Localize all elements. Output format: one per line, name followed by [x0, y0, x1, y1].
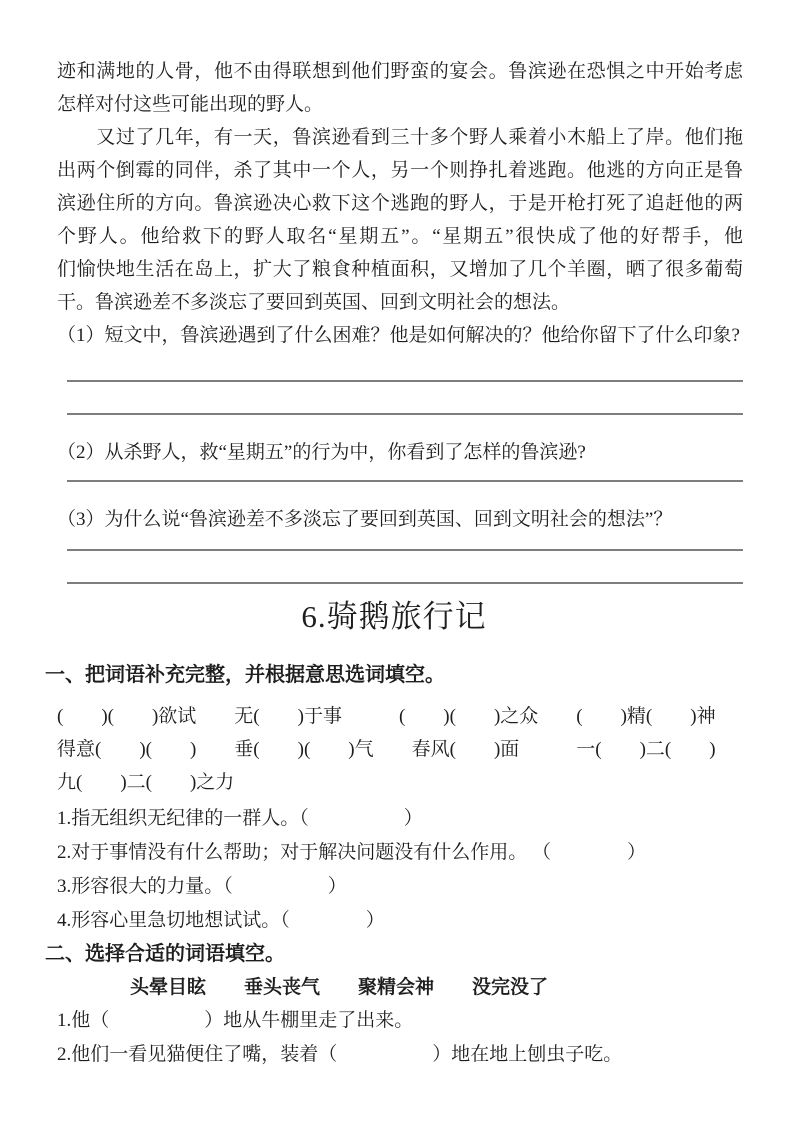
definition-item: 4.形容心里急切地想试试。（ ） — [57, 910, 385, 931]
passage-line: 干。鲁滨逊差不多淡忘了要回到英国、回到文明社会的想法。 — [57, 292, 571, 313]
answer-line — [67, 582, 743, 584]
word-bank: 头晕目眩 垂头丧气 聚精会神 没完没了 — [130, 977, 549, 998]
passage-line: 迹和满地的人骨，他不由得联想到他们野蛮的宴会。鲁滨逊在恐惧之中开始考虑 — [57, 61, 743, 82]
passage-line: 出两个倒霉的同伴，杀了其中一个人，另一个则挣扎着逃跑。他逃的方向正是鲁 — [57, 160, 743, 181]
passage-line: 又过了几年，有一天，鲁滨逊看到三十多个野人乘着小木船上了岸。他们拖 — [57, 127, 743, 148]
fill-in-item: 2.他们一看见猫便住了嘴，装着（ ）地在地上刨虫子吃。 — [57, 1044, 623, 1065]
word-row: 九( )二( )之力 — [57, 772, 235, 793]
lesson-title: 6.骑鹅旅行记 — [301, 599, 487, 634]
fill-in-items — [57, 1004, 743, 1072]
section-1-heading: 一、把词语补充完整，并根据意思选词填空。 — [45, 664, 445, 686]
section-2-heading: 二、选择合适的词语填空。 — [45, 943, 285, 965]
answer-line — [67, 380, 743, 382]
passage-line: 个野人。他给救下的野人取名“星期五”。“星期五”很快成了他的好帮手，他 — [57, 226, 743, 247]
answer-line — [67, 480, 743, 482]
passage-line: 滨逊住所的方向。鲁滨逊决心救下这个逃跑的野人，于是开枪打死了追赶他的两 — [57, 193, 743, 214]
word-completion-rows — [57, 700, 743, 799]
question-3: （3）为什么说“鲁滨逊差不多淡忘了要回到英国、回到文明社会的想法”？ — [57, 509, 673, 530]
question-1: （1）短文中，鲁滨逊遇到了什么困难？他是如何解决的？他给你留下了什么印象? — [57, 325, 740, 346]
answer-line — [67, 549, 743, 551]
word-row: ( )( )欲试 无( )于事 ( )( )之众 ( )精( )神 — [57, 706, 716, 727]
definition-item: 2.对于事情没有什么帮助；对于解决问题没有什么作用。 （ ） — [57, 842, 647, 863]
definition-item: 3.形容很大的力量。（ ） — [57, 876, 347, 897]
question-2: （2）从杀野人，救“星期五”的行为中，你看到了怎样的鲁滨逊? — [57, 442, 586, 463]
passage-line: 们愉快地生活在岛上，扩大了粮食种植面积，又增加了几个羊圈，晒了很多葡萄 — [57, 259, 743, 280]
fill-in-item: 1.他（ ）地从牛棚里走了出来。 — [57, 1010, 414, 1031]
answer-line — [67, 413, 743, 415]
reading-passage — [57, 55, 743, 319]
definition-item: 1.指无组织无纪律的一群人。（ ） — [57, 808, 423, 829]
passage-line: 怎样对付这些可能出现的野人。 — [57, 94, 324, 115]
definition-list — [57, 802, 743, 938]
word-row: 得意( )( ) 垂( )( )气 春风( )面 一( )二( ) — [57, 739, 716, 760]
